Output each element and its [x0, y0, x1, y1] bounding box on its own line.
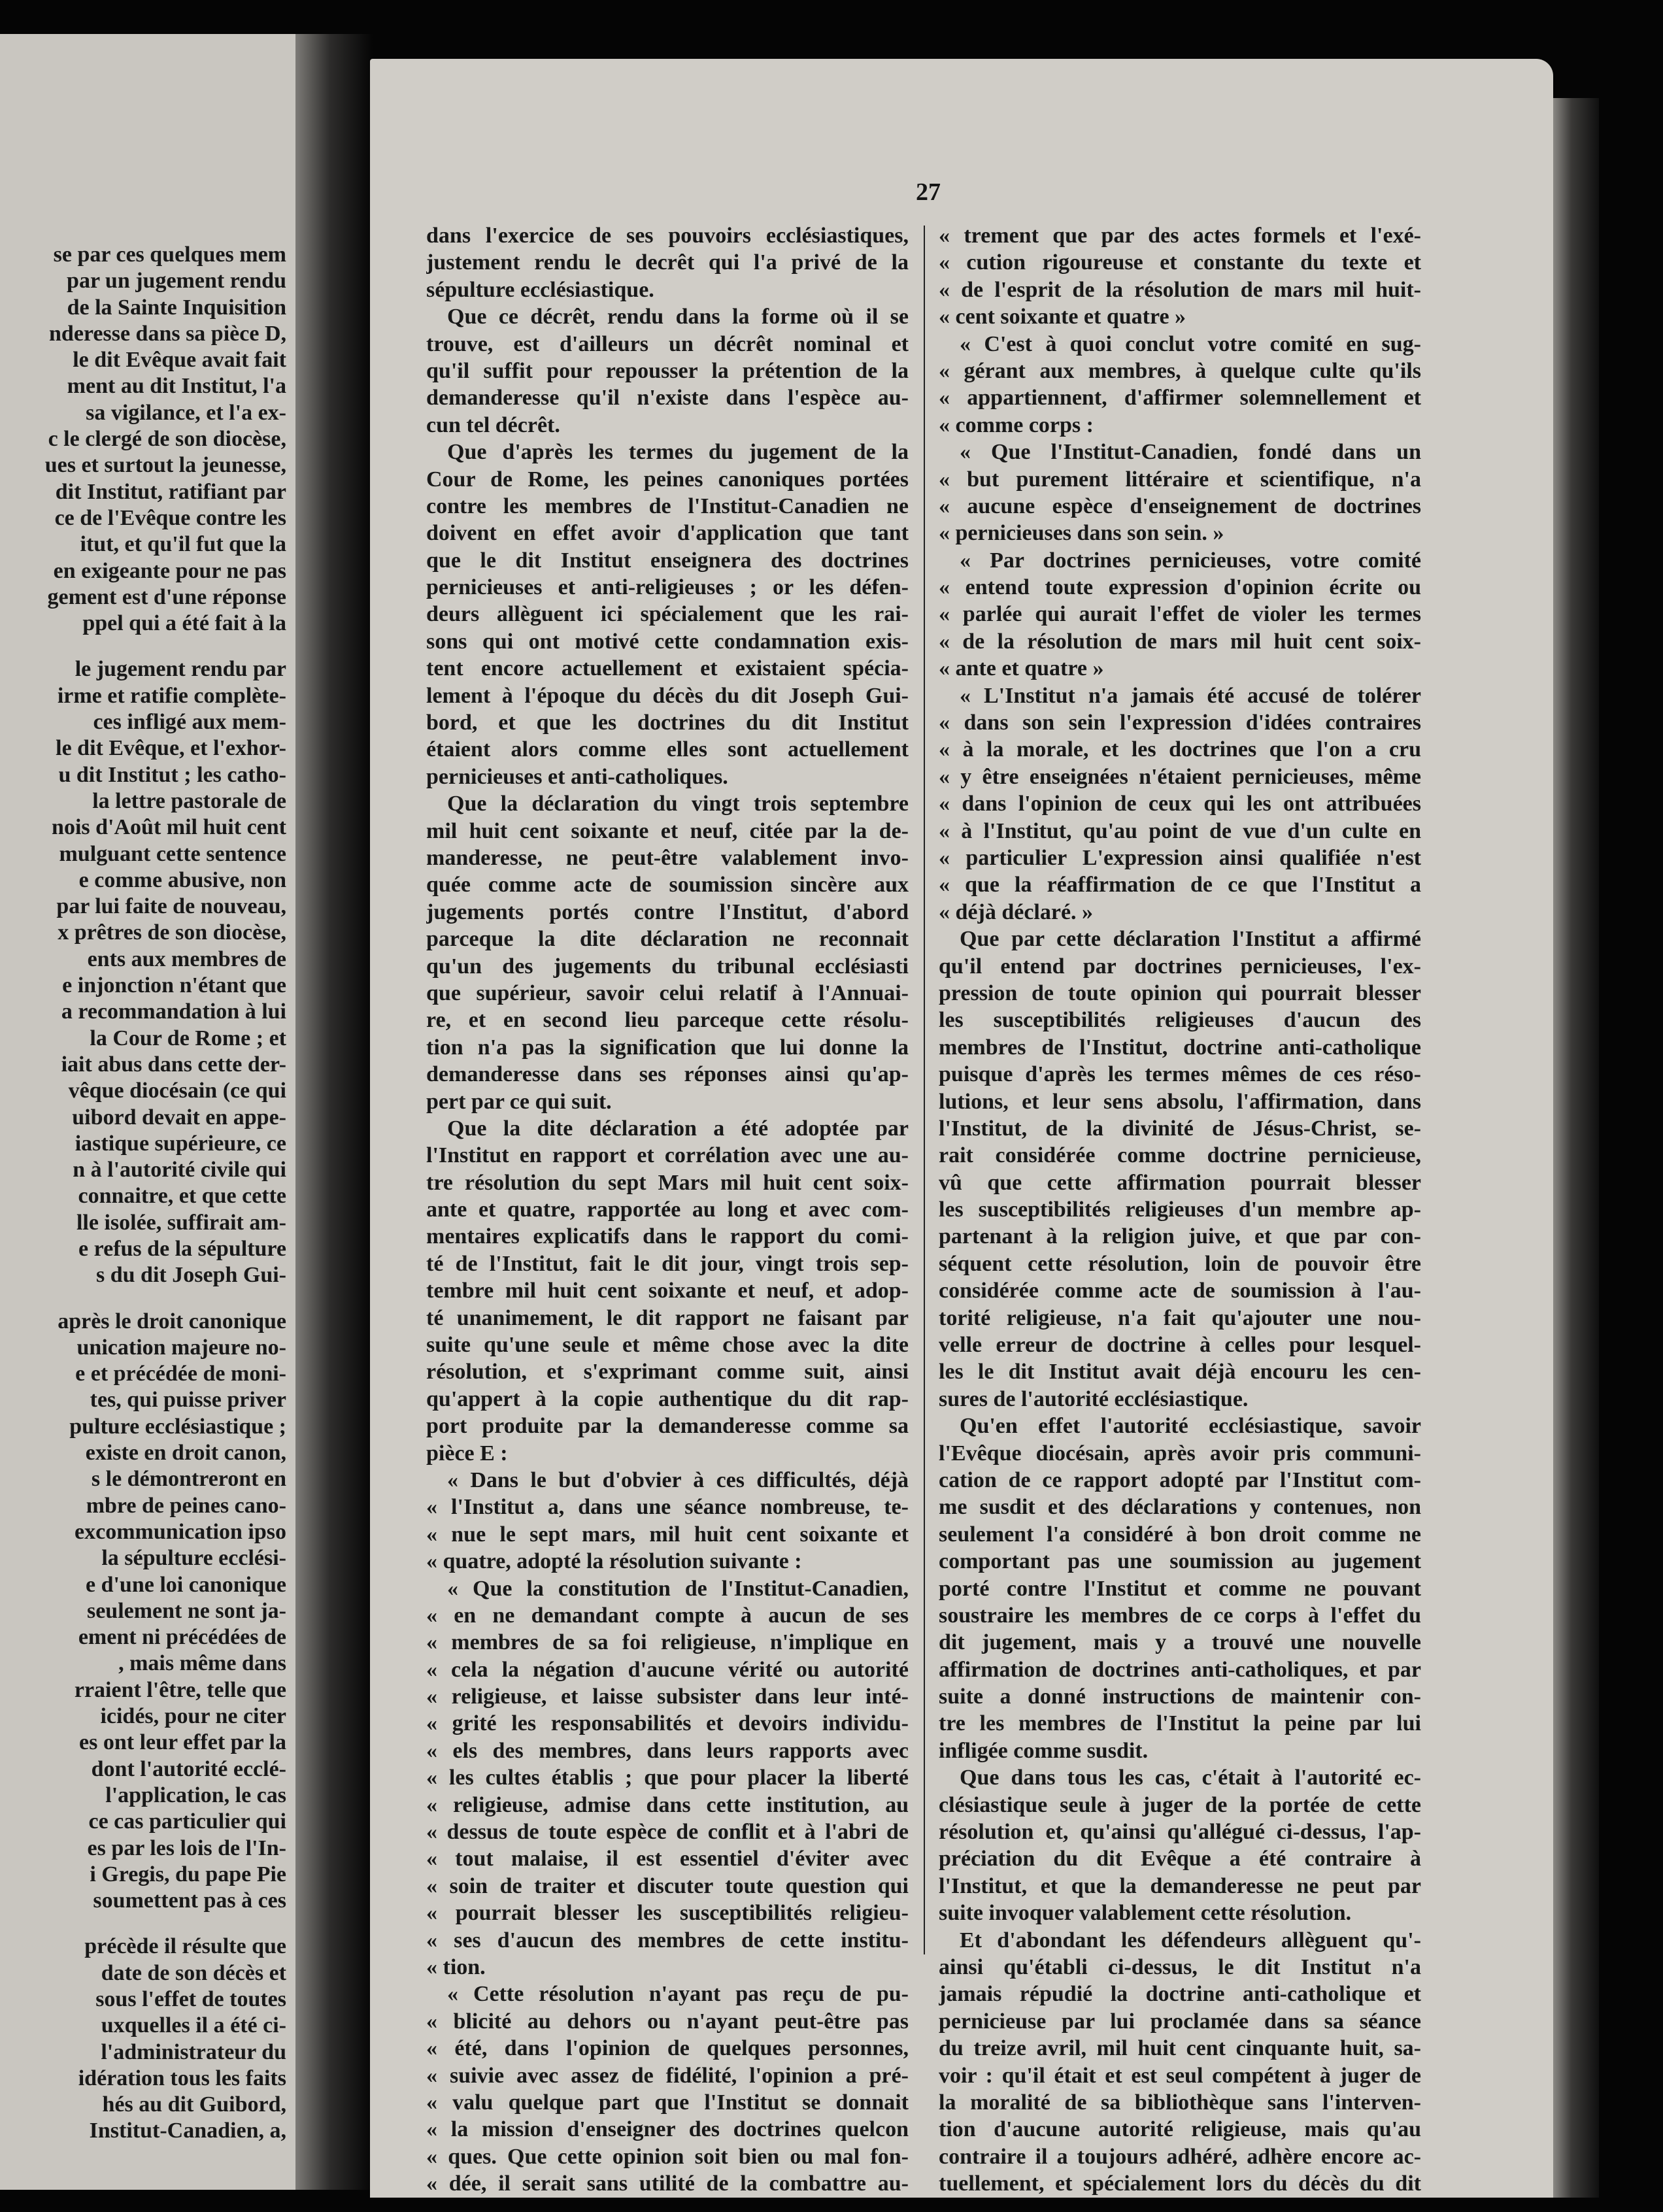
text-line: ement ni précédées de [78, 1625, 286, 1650]
text-line: l'administrateur du [101, 2039, 286, 2064]
text-line: « cent soixante et quatre » [939, 305, 1186, 329]
text-line: les susceptibilités religieuses d'un membre ap- [939, 1198, 1421, 1222]
text-line: « dans son sein l'expression d'idées contraires [939, 711, 1421, 735]
text-line: cation de ce rapport adopté par l'Institut com- [939, 1467, 1421, 1492]
text-line: « à la morale, et les doctrines que l'on a cru [939, 737, 1421, 762]
text-line: sons qui ont motivé cette condamnation exis- [426, 629, 909, 654]
text-line: la Cour de Rome ; et [90, 1026, 286, 1050]
text-line: « pourrait blesser les susceptibilités religieu- [426, 1901, 909, 1926]
text-line: « ante et quatre » [939, 656, 1104, 681]
text-line: suite a donné instructions de maintenir con- [939, 1684, 1421, 1709]
text-line: c le clergé de son diocèse, [48, 427, 286, 452]
text-line: , mais même dans [118, 1651, 286, 1676]
text-line: tre les membres de l'Institut la peine par lui [939, 1711, 1421, 1736]
text-line: mulguant cette sentence [59, 841, 286, 866]
text-line: existe en droit canon, [85, 1441, 286, 1466]
text-line: lle isolée, suffirait am- [76, 1210, 286, 1235]
text-line: après le droit canonique [58, 1309, 286, 1333]
text-line: « particulier L'expression ainsi qualifiée n'est [939, 845, 1421, 870]
text-line: « pernicieuses dans son sein. » [939, 521, 1224, 546]
text-line: « religieuse, admise dans cette institution, au [426, 1792, 909, 1817]
text-line: « y être enseignées n'étaient pernicieuses, même [939, 764, 1421, 789]
text-line: considérée comme acte de soumission à l'au- [939, 1279, 1421, 1303]
text-line: « appartiennent, d'affirmer solemnellement et [939, 386, 1421, 411]
text-line: « les cultes établis ; que pour placer la liberté [426, 1766, 909, 1790]
text-line: trouve, est d'ailleurs un décrêt nominal et [426, 331, 909, 356]
text-line: étaient alors comme elles sont actuellement [426, 737, 909, 762]
text-line: les susceptibilités religieuses d'aucun des [939, 1008, 1421, 1033]
text-line: excommunication ipso [75, 1519, 286, 1544]
text-line: qu'appert à la copie authentique du dit rap- [426, 1386, 909, 1411]
text-column-right [939, 222, 1421, 2198]
paragraph-gap [0, 1289, 286, 1309]
text-line: me susdit et des déclarations y contenues, non [939, 1495, 1421, 1520]
text-line: par un jugement rendu [67, 269, 286, 293]
text-line: en exigeante pour ne pas [53, 558, 286, 583]
text-line: « dée, il serait sans utilité de la combattre au- [426, 2171, 909, 2196]
text-line: préciation du dit Evêque a été contraire à [939, 1847, 1421, 1871]
text-line: la moralité de sa bibliothèque sans l'interven- [939, 2090, 1421, 2115]
text-line: « comme corps : [939, 412, 1094, 437]
text-line: sa vigilance, et l'a ex- [86, 400, 286, 425]
text-line: « à l'Institut, qu'au point de vue d'un culte en [939, 818, 1421, 843]
text-line: « de l'esprit de la résolution de mars mil huit- [939, 277, 1421, 302]
text-line: séquent cette résolution, loin de pouvoir être [939, 1251, 1421, 1276]
text-line: u dit Institut ; les catho- [58, 762, 286, 787]
text-line: tion n'a pas la signification que lui donne la [426, 1035, 909, 1060]
text-line: « que la réaffirmation de ce que l'Institut a [939, 873, 1421, 897]
text-line: hés au dit Guibord, [102, 2092, 286, 2117]
text-line: « dessus de toute espèce de conflit et à l'abri de [426, 1820, 909, 1845]
text-line: es par les lois de l'In- [87, 1835, 286, 1860]
text-line: « C'est à quoi conclut votre comité en sug- [960, 331, 1421, 356]
text-line: résolution, et s'exprimant comme suit, ainsi [426, 1360, 909, 1384]
text-line: s le démontreront en [91, 1467, 286, 1492]
text-line: pression de toute opinion qui pourrait blesser [939, 980, 1421, 1005]
text-column-left [426, 222, 909, 2198]
text-line: e refus de la sépulture [78, 1236, 286, 1261]
text-line: porté contre l'Institut et comme ne pouvant [939, 1576, 1421, 1601]
column-divider [924, 226, 925, 1954]
text-line: pernicieuses et anti-catholiques. [426, 764, 728, 789]
text-line: deurs allèguent ici spécialement que les rai- [426, 602, 909, 627]
text-line: puisque d'après les termes mêmes de ces réso- [939, 1062, 1421, 1087]
text-line: ces infligé aux mem- [93, 710, 286, 735]
text-line: quée comme acte de soumission sincère aux [426, 873, 909, 897]
text-line: « Par doctrines pernicieuses, votre comité [960, 548, 1421, 573]
text-line: Que dans tous les cas, c'était à l'autorité ec- [960, 1766, 1421, 1790]
text-line: unication majeure no- [76, 1335, 286, 1360]
text-line: rraient l'être, telle que [74, 1677, 286, 1702]
text-line: les le dit Institut avait déjà encouru les cen- [939, 1360, 1421, 1384]
text-line: « Que la constitution de l'Institut-Canadien, [447, 1576, 909, 1601]
text-line: ainsi qu'établi ci-dessus, le dit Institut n'a [939, 1955, 1421, 1979]
text-line: iait abus dans cette der- [61, 1052, 286, 1077]
text-line: tes, qui puisse priver [90, 1388, 286, 1413]
text-line: seulement l'a considéré à bon droit comme ne [939, 1522, 1421, 1547]
text-line: « tout malaise, il est essentiel d'éviter avec [426, 1847, 909, 1871]
text-line: e d'une loi canonique [85, 1572, 286, 1597]
text-line: que le dit Institut enseignera des doctrines [426, 548, 909, 573]
paragraph-gap [0, 1914, 286, 1934]
text-line: sous l'effet de toutes [95, 1987, 286, 2011]
text-line: sures de l'autorité ecclésiastique. [939, 1386, 1249, 1411]
text-line: tembre mil huit cent soixante et neuf, et adop- [426, 1279, 909, 1303]
text-line: mil huit cent soixante et neuf, citée par la de- [426, 818, 909, 843]
text-line: contre les membres de l'Institut-Canadien ne [426, 494, 909, 518]
paragraph-gap [0, 637, 286, 656]
text-line: Que la déclaration du vingt trois septembre [447, 792, 909, 816]
facing-page-fragment [0, 34, 295, 2190]
text-line: « religieuse, et laisse subsister dans leur inté- [426, 1684, 909, 1709]
text-line: partenant à la religion juive, et que par con- [939, 1224, 1421, 1249]
page-edge-shadow [1553, 98, 1599, 2198]
text-line: gement est d'une réponse [47, 584, 286, 609]
text-line: ce de l'Evêque contre les [54, 505, 286, 530]
text-line: ppel qui a été fait à la [82, 611, 286, 636]
text-line: x prêtres de son diocèse, [58, 920, 286, 945]
text-line: pulture ecclésiastique ; [69, 1414, 286, 1439]
text-line: velle erreur de doctrine à celles pour lesquel- [939, 1333, 1421, 1358]
text-line: uibord devait en appe- [72, 1105, 286, 1130]
text-line: Que d'après les termes du jugement de la [447, 440, 909, 465]
text-line: sépulture ecclésiastique. [426, 277, 654, 302]
text-line: ante et quatre, rapportée au long et avec com- [426, 1198, 909, 1222]
text-line: port produite par la demanderesse comme sa [426, 1414, 909, 1439]
text-line: « parlée qui aurait l'effet de violer les termes [939, 602, 1421, 627]
text-line: lement à l'époque du décès du dit Joseph Gui- [426, 683, 909, 708]
text-line: l'Evêque diocésain, après avoir pris communi- [939, 1441, 1421, 1466]
text-line: bord, et que les doctrines du dit Institut [426, 711, 909, 735]
text-line: jamais répudié la doctrine anti-catholique et [939, 1982, 1421, 2007]
text-line: la lettre pastorale de [92, 788, 286, 813]
text-line: ents aux membres de [87, 947, 286, 971]
text-line: pernicieuses et anti-religieuses ; or les défen- [426, 575, 909, 600]
text-line: lutions, et leur sens absolu, l'affirmation, dans [939, 1089, 1421, 1114]
text-line: jugements portés contre l'Institut, d'abord [426, 899, 909, 924]
text-line: « dans l'opinion de ceux qui les ont attribuées [939, 792, 1421, 816]
text-line: contraire il a toujours adhéré, adhère encore ac- [939, 2144, 1421, 2169]
text-line: « Dans le but d'obvier à ces difficultés, déjà [447, 1467, 909, 1492]
text-line: par lui faite de nouveau, [56, 894, 286, 919]
text-line: « trement que par des actes formels et l'exé- [939, 224, 1421, 248]
text-line: clésiastique seule à juger de la portée de cette [939, 1792, 1421, 1817]
text-line: se par ces quelques mem [53, 243, 286, 267]
text-line: « en ne demandant compte à aucun de ses [426, 1603, 909, 1628]
text-line: es ont leur effet par la [79, 1730, 286, 1755]
text-line: torité religieuse, n'a fait qu'ajouter une nou- [939, 1305, 1421, 1330]
text-line: « els des membres, dans leurs rapports avec [426, 1738, 909, 1763]
text-line: pièce E : [426, 1441, 508, 1466]
text-line: « entend toute expression d'opinion écrite ou [939, 575, 1421, 600]
text-line: qu'il suffit pour repousser la prétention de la [426, 358, 909, 383]
text-line: « aucune espèce d'enseignement de doctrines [939, 494, 1421, 518]
text-line: « valu quelque part que l'Institut se donnait [426, 2090, 909, 2115]
text-line: le jugement rendu par [75, 657, 286, 682]
page-gutter-shadow [295, 34, 373, 2190]
text-line: nderesse dans sa pièce D, [49, 321, 286, 346]
text-line: date de son décès et [101, 1960, 286, 1985]
text-line: « gérant aux membres, à quelque culte qu'ils [939, 358, 1421, 383]
text-line: suite invoquer valablement cette résolution. [939, 1901, 1352, 1926]
text-line: « blicité au dehors ou n'ayant peut-être pas [426, 2009, 909, 2034]
text-line: membres de l'Institut, doctrine anti-catholique [939, 1035, 1421, 1060]
text-line: vêque diocésain (ce qui [68, 1079, 286, 1103]
text-line: e injonction n'étant que [62, 973, 286, 998]
text-line: nois d'Août mil huit cent [52, 815, 286, 840]
text-line: tion d'aucune autorité religieuse, mais qu'au [939, 2117, 1421, 2142]
text-line: la sépulture ecclési- [101, 1546, 286, 1571]
text-line: Que ce décrêt, rendu dans la forme où il se [447, 305, 909, 329]
text-line: vû que cette affirmation pourrait blesser [939, 1170, 1421, 1195]
page-number: 27 [916, 178, 941, 206]
text-line: ment au dit Institut, l'a [67, 374, 286, 399]
text-line: soustraire les membres de ce corps à l'effet du [939, 1603, 1421, 1628]
text-line: i Gregis, du pape Pie [90, 1862, 286, 1886]
text-line: affirmation de doctrines anti-catholiques, et par [939, 1657, 1421, 1682]
text-line: pert par ce qui suit. [426, 1089, 612, 1114]
text-line: voir : qu'il était et est seul compétent à juger de [939, 2063, 1421, 2088]
text-line: seulement ne sont ja- [86, 1598, 286, 1623]
text-line: l'application, le cas [105, 1783, 286, 1807]
text-line: Institut-Canadien, a, [89, 2119, 286, 2143]
text-line: « Que l'Institut-Canadien, fondé dans un [960, 440, 1421, 465]
text-line: connaitre, et que cette [78, 1184, 286, 1209]
text-line: pernicieuse par lui proclamée dans sa séance [939, 2009, 1421, 2034]
text-line: e et précédée de moni- [75, 1362, 286, 1386]
text-line: mbre de peines cano- [86, 1493, 286, 1518]
text-line: Que la dite déclaration a été adoptée par [447, 1116, 909, 1141]
text-line: « L'Institut n'a jamais été accusé de tolérer [960, 683, 1421, 708]
text-line: « suivie avec assez de fidélité, l'opinion a pré- [426, 2063, 909, 2088]
text-line: « but purement littéraire et scientifique, n'a [939, 467, 1421, 492]
text-line: idération tous les faits [78, 2066, 286, 2090]
text-line: ce cas particulier qui [88, 1809, 286, 1834]
text-line: mentaires explicatifs dans le rapport du comi- [426, 1224, 909, 1249]
text-line: rait considérée comme doctrine pernicieuse, [939, 1143, 1421, 1168]
text-line: e comme abusive, non [78, 867, 286, 892]
text-line: « grité les responsabilités et devoirs individu- [426, 1711, 909, 1736]
text-line: « ques. Que cette opinion soit bien ou mal fon- [426, 2144, 909, 2169]
text-line: l'Institut, et que la demanderesse ne peut par [939, 1873, 1421, 1898]
text-line: infligée comme susdit. [939, 1738, 1149, 1763]
text-line: « membres de sa foi religieuse, n'implique en [426, 1630, 909, 1655]
text-line: tre résolution du sept Mars mil huit cent soix- [426, 1170, 909, 1195]
text-line: « Cette résolution n'ayant pas reçu de pu- [447, 1982, 909, 2007]
text-line: irme et ratifie complète- [57, 683, 286, 708]
text-line: uxquelles il a été ci- [101, 2013, 286, 2038]
text-line: du treize avril, mil huit cent cinquante huit, sa- [939, 2036, 1421, 2061]
text-line: itut, et qu'il fut que la [80, 532, 286, 557]
text-line: iastique supérieure, ce [75, 1131, 286, 1156]
text-line: de la Sainte Inquisition [67, 295, 286, 320]
text-line: « cela la négation d'aucune vérité ou autorité [426, 1657, 909, 1682]
text-line: tuellement, et spécialement lors du décès du dit [939, 2171, 1421, 2196]
text-line: le dit Evêque, et l'exhor- [56, 736, 286, 761]
text-line: s du dit Joseph Gui- [96, 1263, 286, 1288]
text-line: soumettent pas à ces [93, 1888, 286, 1913]
text-line: suite qu'une seule et même chose avec la dite [426, 1333, 909, 1358]
facing-page-text [0, 242, 286, 2145]
text-line: dit Institut, ratifiant par [55, 479, 286, 504]
text-line: dit jugement, mais y a trouvé une nouvelle [939, 1630, 1421, 1655]
text-line: dont l'autorité ecclé- [91, 1756, 286, 1781]
text-line: « été, dans l'opinion de quelques personnes, [426, 2036, 909, 2061]
text-line: Que par cette déclaration l'Institut a affirmé [960, 927, 1421, 952]
text-line: comportant pas une soumission au jugement [939, 1549, 1421, 1574]
text-line: « nue le sept mars, mil huit cent soixante et [426, 1522, 909, 1547]
text-line: Qu'en effet l'autorité ecclésiastique, savoir [960, 1414, 1421, 1439]
text-line: a recommandation à lui [61, 999, 286, 1024]
text-line: demanderesse dans ses réponses ainsi qu'ap- [426, 1062, 909, 1087]
text-line: « la mission d'enseigner des doctrines quelcon [426, 2117, 909, 2142]
text-line: ues et surtout la jeunesse, [44, 453, 286, 478]
text-line: doivent en effet avoir d'application que tant [426, 521, 909, 546]
text-line: re, et en second lieu parceque cette résolu- [426, 1008, 909, 1033]
text-line: Et d'abondant les défendeurs allèguent qu'- [960, 1928, 1421, 1952]
text-line: précède il résulte que [84, 1934, 286, 1959]
text-line: « quatre, adopté la résolution suivante : [426, 1549, 802, 1574]
text-line: le dit Evêque avait fait [73, 348, 286, 373]
text-line: l'Institut, de la divinité de Jésus-Christ, se- [939, 1116, 1421, 1141]
text-line: tent encore actuellement et existaient spécia- [426, 656, 909, 681]
text-line: résolution et, qu'ainsi qu'allégué ci-dessus, l'ap- [939, 1820, 1421, 1845]
text-line: « déjà déclaré. » [939, 899, 1094, 924]
text-line: « cution rigoureuse et constante du texte et [939, 250, 1421, 275]
text-line: « tion. [426, 1955, 486, 1979]
text-line: « l'Institut a, dans une séance nombreuse, te- [426, 1495, 909, 1520]
text-line: Cour de Rome, les peines canoniques portées [426, 467, 909, 492]
text-line: « soin de traiter et discuter toute question qui [426, 1873, 909, 1898]
text-line: dans l'exercice de ses pouvoirs ecclésiastiques, [426, 224, 909, 248]
text-line: té de l'Institut, fait le dit jour, vingt trois sep- [426, 1251, 909, 1276]
text-line: manderesse, ne peut-être valablement invo- [426, 845, 909, 870]
text-line: « de la résolution de mars mil huit cent soix- [939, 629, 1421, 654]
text-line: « ses d'aucun des membres de cette institu- [426, 1928, 909, 1952]
text-line: demanderesse qu'il n'existe dans l'espèce au- [426, 386, 909, 411]
text-line: l'Institut en rapport et corrélation avec une au- [426, 1143, 909, 1168]
text-line: que supérieur, savoir celui relatif à l'Annuai- [426, 980, 909, 1005]
text-line: qu'il entend par doctrines pernicieuses, l'ex- [939, 954, 1421, 979]
text-line: cun tel décrêt. [426, 412, 560, 437]
text-line: té unanimement, le dit rapport ne faisant par [426, 1305, 909, 1330]
text-line: qu'un des jugements du tribunal ecclésiasti [426, 954, 909, 979]
text-line: n à l'autorité civile qui [73, 1158, 286, 1182]
text-line: justement rendu le decrêt qui l'a privé de la [426, 250, 909, 275]
text-line: parceque la dite déclaration ne reconnait [426, 927, 909, 952]
text-line: icidés, pour ne citer [100, 1704, 286, 1729]
